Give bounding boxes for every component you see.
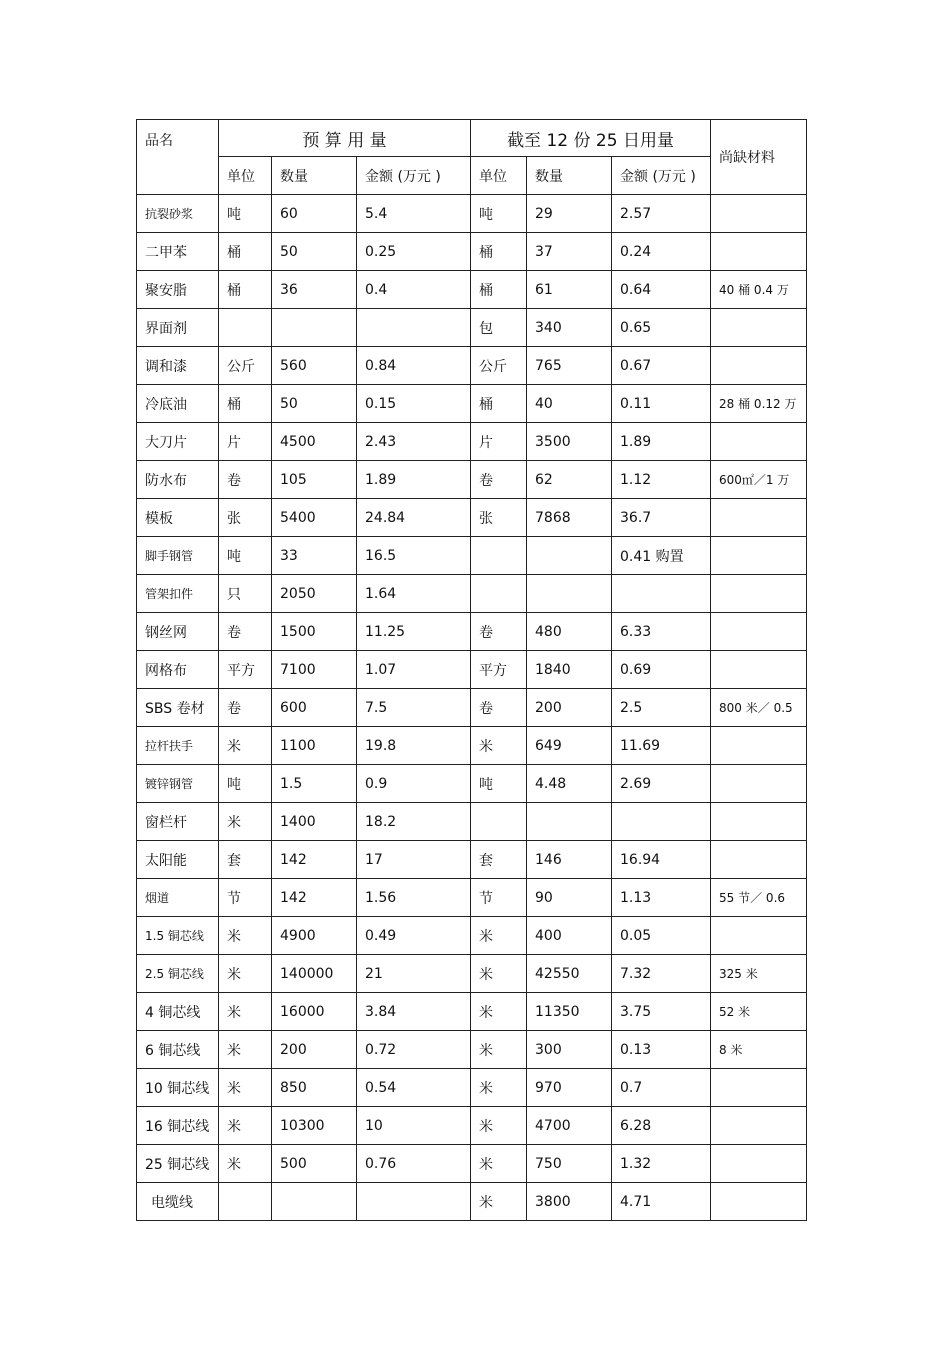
actual-unit: [471, 537, 527, 575]
table-row: [137, 613, 807, 651]
budget-quantity: 16000: [272, 993, 357, 1031]
budget-quantity: 4900: [272, 917, 357, 955]
actual-unit: 桶: [471, 271, 527, 309]
actual-unit: 桶: [471, 233, 527, 271]
actual-amount: 0.69: [612, 651, 711, 689]
actual-quantity: 61: [527, 271, 612, 309]
budget-quantity: 2050: [272, 575, 357, 613]
budget-unit: 只: [219, 575, 272, 613]
actual-amount: 0.41 购置: [612, 537, 711, 575]
budget-amount: 7.5: [357, 689, 471, 727]
material-name: 镀锌钢管: [137, 765, 219, 803]
actual-amount: 2.5: [612, 689, 711, 727]
budget-amount: 1.07: [357, 651, 471, 689]
actual-unit: 包: [471, 309, 527, 347]
actual-amount: 0.24: [612, 233, 711, 271]
actual-unit: 套: [471, 841, 527, 879]
table-row: [137, 423, 807, 461]
material-name: 界面剂: [137, 309, 219, 347]
budget-unit: 公斤: [219, 347, 272, 385]
actual-quantity: 11350: [527, 993, 612, 1031]
budget-unit: 卷: [219, 613, 272, 651]
actual-unit: 桶: [471, 385, 527, 423]
actual-quantity: 40: [527, 385, 612, 423]
table-row: [137, 803, 807, 841]
budget-unit: 卷: [219, 689, 272, 727]
budget-unit: 米: [219, 803, 272, 841]
actual-unit: 公斤: [471, 347, 527, 385]
actual-quantity: 29: [527, 195, 612, 233]
table-row: [137, 271, 807, 309]
budget-amount: 0.76: [357, 1145, 471, 1183]
header-actual-quantity: 数量: [527, 157, 612, 195]
actual-quantity: 3800: [527, 1183, 612, 1221]
material-name: 二甲苯: [137, 233, 219, 271]
actual-quantity: [527, 803, 612, 841]
actual-unit: 米: [471, 727, 527, 765]
budget-amount: 0.4: [357, 271, 471, 309]
budget-quantity: 33: [272, 537, 357, 575]
actual-amount: 11.69: [612, 727, 711, 765]
budget-quantity: 1400: [272, 803, 357, 841]
actual-unit: 卷: [471, 689, 527, 727]
table-row: [137, 1031, 807, 1069]
material-name: 太阳能: [137, 841, 219, 879]
material-name: 聚安脂: [137, 271, 219, 309]
shortage-note: [711, 1183, 807, 1221]
actual-unit: [471, 575, 527, 613]
shortage-note: [711, 423, 807, 461]
materials-table: [136, 119, 807, 1221]
table-row: [137, 1183, 807, 1221]
shortage-note: 28 桶 0.12 万: [711, 385, 807, 423]
header-actual-group: 截至 12 份 25 日用量: [471, 120, 711, 157]
actual-amount: 4.71: [612, 1183, 711, 1221]
table-row: [137, 347, 807, 385]
budget-quantity: 600: [272, 689, 357, 727]
actual-amount: 0.11: [612, 385, 711, 423]
budget-amount: 19.8: [357, 727, 471, 765]
shortage-note: [711, 803, 807, 841]
budget-amount: 16.5: [357, 537, 471, 575]
actual-quantity: 37: [527, 233, 612, 271]
actual-amount: 6.28: [612, 1107, 711, 1145]
material-name: 烟道: [137, 879, 219, 917]
table-row: [137, 879, 807, 917]
table-row: [137, 993, 807, 1031]
budget-amount: 0.54: [357, 1069, 471, 1107]
budget-unit: 吨: [219, 195, 272, 233]
actual-amount: 0.7: [612, 1069, 711, 1107]
actual-amount: 2.69: [612, 765, 711, 803]
table-row: [137, 537, 807, 575]
actual-amount: 1.13: [612, 879, 711, 917]
actual-quantity: 750: [527, 1145, 612, 1183]
actual-unit: 吨: [471, 195, 527, 233]
actual-amount: 3.75: [612, 993, 711, 1031]
shortage-note: [711, 309, 807, 347]
budget-quantity: 200: [272, 1031, 357, 1069]
shortage-note: [711, 613, 807, 651]
budget-quantity: 10300: [272, 1107, 357, 1145]
table-row: [137, 575, 807, 613]
budget-unit: [219, 309, 272, 347]
budget-quantity: 36: [272, 271, 357, 309]
actual-amount: 0.67: [612, 347, 711, 385]
shortage-note: [711, 1069, 807, 1107]
budget-amount: 24.84: [357, 499, 471, 537]
actual-quantity: 7868: [527, 499, 612, 537]
budget-amount: 2.43: [357, 423, 471, 461]
budget-quantity: 1.5: [272, 765, 357, 803]
actual-unit: 片: [471, 423, 527, 461]
material-name: 冷底油: [137, 385, 219, 423]
shortage-note: 52 米: [711, 993, 807, 1031]
budget-unit: 米: [219, 917, 272, 955]
actual-amount: 16.94: [612, 841, 711, 879]
budget-amount: 1.89: [357, 461, 471, 499]
table-row: [137, 499, 807, 537]
budget-amount: [357, 309, 471, 347]
table-row: [137, 841, 807, 879]
actual-unit: [471, 803, 527, 841]
shortage-note: [711, 727, 807, 765]
actual-unit: 节: [471, 879, 527, 917]
actual-unit: 张: [471, 499, 527, 537]
actual-amount: 1.12: [612, 461, 711, 499]
budget-unit: [219, 1183, 272, 1221]
table-row: [137, 461, 807, 499]
budget-unit: 张: [219, 499, 272, 537]
actual-quantity: [527, 575, 612, 613]
budget-unit: 桶: [219, 233, 272, 271]
budget-quantity: 560: [272, 347, 357, 385]
shortage-note: [711, 195, 807, 233]
budget-unit: 米: [219, 727, 272, 765]
table-row: [137, 195, 807, 233]
material-name: 管架扣件: [137, 575, 219, 613]
budget-unit: 吨: [219, 537, 272, 575]
actual-unit: 米: [471, 1145, 527, 1183]
shortage-note: 55 节／ 0.6: [711, 879, 807, 917]
actual-quantity: 340: [527, 309, 612, 347]
material-name: 2.5 铜芯线: [137, 955, 219, 993]
actual-quantity: 62: [527, 461, 612, 499]
table-row: [137, 917, 807, 955]
actual-unit: 卷: [471, 613, 527, 651]
budget-amount: 0.72: [357, 1031, 471, 1069]
material-name: 电缆线: [137, 1183, 219, 1221]
material-name: 大刀片: [137, 423, 219, 461]
actual-unit: 米: [471, 917, 527, 955]
material-name: 脚手钢管: [137, 537, 219, 575]
actual-unit: 吨: [471, 765, 527, 803]
material-name: 6 铜芯线: [137, 1031, 219, 1069]
budget-amount: 5.4: [357, 195, 471, 233]
budget-quantity: 1100: [272, 727, 357, 765]
actual-unit: 米: [471, 955, 527, 993]
material-name: 网格布: [137, 651, 219, 689]
budget-unit: 套: [219, 841, 272, 879]
actual-unit: 米: [471, 1107, 527, 1145]
material-name: 窗栏杆: [137, 803, 219, 841]
budget-unit: 米: [219, 1107, 272, 1145]
table-row: [137, 385, 807, 423]
table-row: [137, 309, 807, 347]
shortage-note: 600㎡／1 万: [711, 461, 807, 499]
table-row: [137, 233, 807, 271]
budget-unit: 米: [219, 993, 272, 1031]
actual-quantity: 146: [527, 841, 612, 879]
shortage-note: [711, 233, 807, 271]
budget-unit: 桶: [219, 385, 272, 423]
actual-quantity: 4700: [527, 1107, 612, 1145]
actual-quantity: 200: [527, 689, 612, 727]
actual-amount: [612, 575, 711, 613]
material-name: 模板: [137, 499, 219, 537]
budget-unit: 卷: [219, 461, 272, 499]
actual-amount: 0.13: [612, 1031, 711, 1069]
budget-unit: 吨: [219, 765, 272, 803]
budget-unit: 节: [219, 879, 272, 917]
shortage-note: 800 米／ 0.5: [711, 689, 807, 727]
shortage-note: [711, 651, 807, 689]
budget-quantity: 4500: [272, 423, 357, 461]
shortage-note: [711, 1107, 807, 1145]
actual-quantity: 300: [527, 1031, 612, 1069]
material-name: 1.5 铜芯线: [137, 917, 219, 955]
table-row: [137, 651, 807, 689]
budget-amount: 18.2: [357, 803, 471, 841]
actual-unit: 卷: [471, 461, 527, 499]
actual-amount: 0.64: [612, 271, 711, 309]
shortage-note: [711, 499, 807, 537]
header-actual-unit: 单位: [471, 157, 527, 195]
budget-quantity: 1500: [272, 613, 357, 651]
budget-amount: 1.56: [357, 879, 471, 917]
actual-amount: [612, 803, 711, 841]
actual-amount: 7.32: [612, 955, 711, 993]
material-name: 防水布: [137, 461, 219, 499]
actual-quantity: [527, 537, 612, 575]
budget-amount: 3.84: [357, 993, 471, 1031]
table-row: [137, 765, 807, 803]
header-product-name: 品名: [137, 120, 219, 195]
budget-amount: 1.64: [357, 575, 471, 613]
material-name: SBS 卷材: [137, 689, 219, 727]
budget-quantity: [272, 309, 357, 347]
budget-quantity: 142: [272, 879, 357, 917]
header-budget-group: 预 算 用 量: [219, 120, 471, 157]
budget-quantity: 50: [272, 233, 357, 271]
actual-quantity: 480: [527, 613, 612, 651]
budget-amount: [357, 1183, 471, 1221]
budget-unit: 桶: [219, 271, 272, 309]
budget-amount: 11.25: [357, 613, 471, 651]
actual-quantity: 649: [527, 727, 612, 765]
actual-unit: 平方: [471, 651, 527, 689]
budget-quantity: 7100: [272, 651, 357, 689]
actual-amount: 6.33: [612, 613, 711, 651]
shortage-note: 40 桶 0.4 万: [711, 271, 807, 309]
actual-amount: 1.32: [612, 1145, 711, 1183]
actual-unit: 米: [471, 1031, 527, 1069]
actual-amount: 36.7: [612, 499, 711, 537]
budget-quantity: 500: [272, 1145, 357, 1183]
budget-amount: 0.15: [357, 385, 471, 423]
material-name: 调和漆: [137, 347, 219, 385]
actual-unit: 米: [471, 1069, 527, 1107]
budget-quantity: 60: [272, 195, 357, 233]
table-body: [137, 195, 807, 1221]
material-name: 拉杆扶手: [137, 727, 219, 765]
table-row: [137, 689, 807, 727]
header-budget-unit: 单位: [219, 157, 272, 195]
budget-unit: 米: [219, 1069, 272, 1107]
budget-quantity: [272, 1183, 357, 1221]
actual-unit: 米: [471, 1183, 527, 1221]
actual-quantity: 765: [527, 347, 612, 385]
budget-unit: 米: [219, 955, 272, 993]
budget-unit: 米: [219, 1145, 272, 1183]
table-row: [137, 1069, 807, 1107]
budget-amount: 17: [357, 841, 471, 879]
shortage-note: [711, 575, 807, 613]
table-row: [137, 727, 807, 765]
budget-quantity: 850: [272, 1069, 357, 1107]
table-row: [137, 1145, 807, 1183]
header-budget-amount: 金额 (万元 ): [357, 157, 471, 195]
header-actual-amount: 金额 (万元 ): [612, 157, 711, 195]
budget-unit: 片: [219, 423, 272, 461]
actual-amount: 0.65: [612, 309, 711, 347]
budget-amount: 21: [357, 955, 471, 993]
actual-quantity: 970: [527, 1069, 612, 1107]
material-name: 25 铜芯线: [137, 1145, 219, 1183]
budget-amount: 0.25: [357, 233, 471, 271]
material-name: 16 铜芯线: [137, 1107, 219, 1145]
shortage-note: 8 米: [711, 1031, 807, 1069]
shortage-note: [711, 841, 807, 879]
actual-quantity: 4.48: [527, 765, 612, 803]
table-row: [137, 955, 807, 993]
material-name: 钢丝网: [137, 613, 219, 651]
actual-quantity: 42550: [527, 955, 612, 993]
actual-unit: 米: [471, 993, 527, 1031]
actual-quantity: 1840: [527, 651, 612, 689]
budget-quantity: 50: [272, 385, 357, 423]
budget-amount: 0.49: [357, 917, 471, 955]
shortage-note: [711, 1145, 807, 1183]
table-row: [137, 1107, 807, 1145]
shortage-note: [711, 537, 807, 575]
actual-quantity: 400: [527, 917, 612, 955]
budget-quantity: 142: [272, 841, 357, 879]
material-name: 10 铜芯线: [137, 1069, 219, 1107]
header-shortage: 尚缺材料: [711, 120, 807, 195]
budget-amount: 0.9: [357, 765, 471, 803]
actual-quantity: 90: [527, 879, 612, 917]
actual-amount: 2.57: [612, 195, 711, 233]
budget-quantity: 105: [272, 461, 357, 499]
budget-amount: 10: [357, 1107, 471, 1145]
budget-quantity: 5400: [272, 499, 357, 537]
budget-quantity: 140000: [272, 955, 357, 993]
header-budget-quantity: 数量: [272, 157, 357, 195]
material-name: 抗裂砂浆: [137, 195, 219, 233]
actual-amount: 1.89: [612, 423, 711, 461]
shortage-note: [711, 765, 807, 803]
budget-amount: 0.84: [357, 347, 471, 385]
shortage-note: 325 米: [711, 955, 807, 993]
material-name: 4 铜芯线: [137, 993, 219, 1031]
budget-unit: 平方: [219, 651, 272, 689]
shortage-note: [711, 347, 807, 385]
shortage-note: [711, 917, 807, 955]
budget-unit: 米: [219, 1031, 272, 1069]
actual-amount: 0.05: [612, 917, 711, 955]
actual-quantity: 3500: [527, 423, 612, 461]
